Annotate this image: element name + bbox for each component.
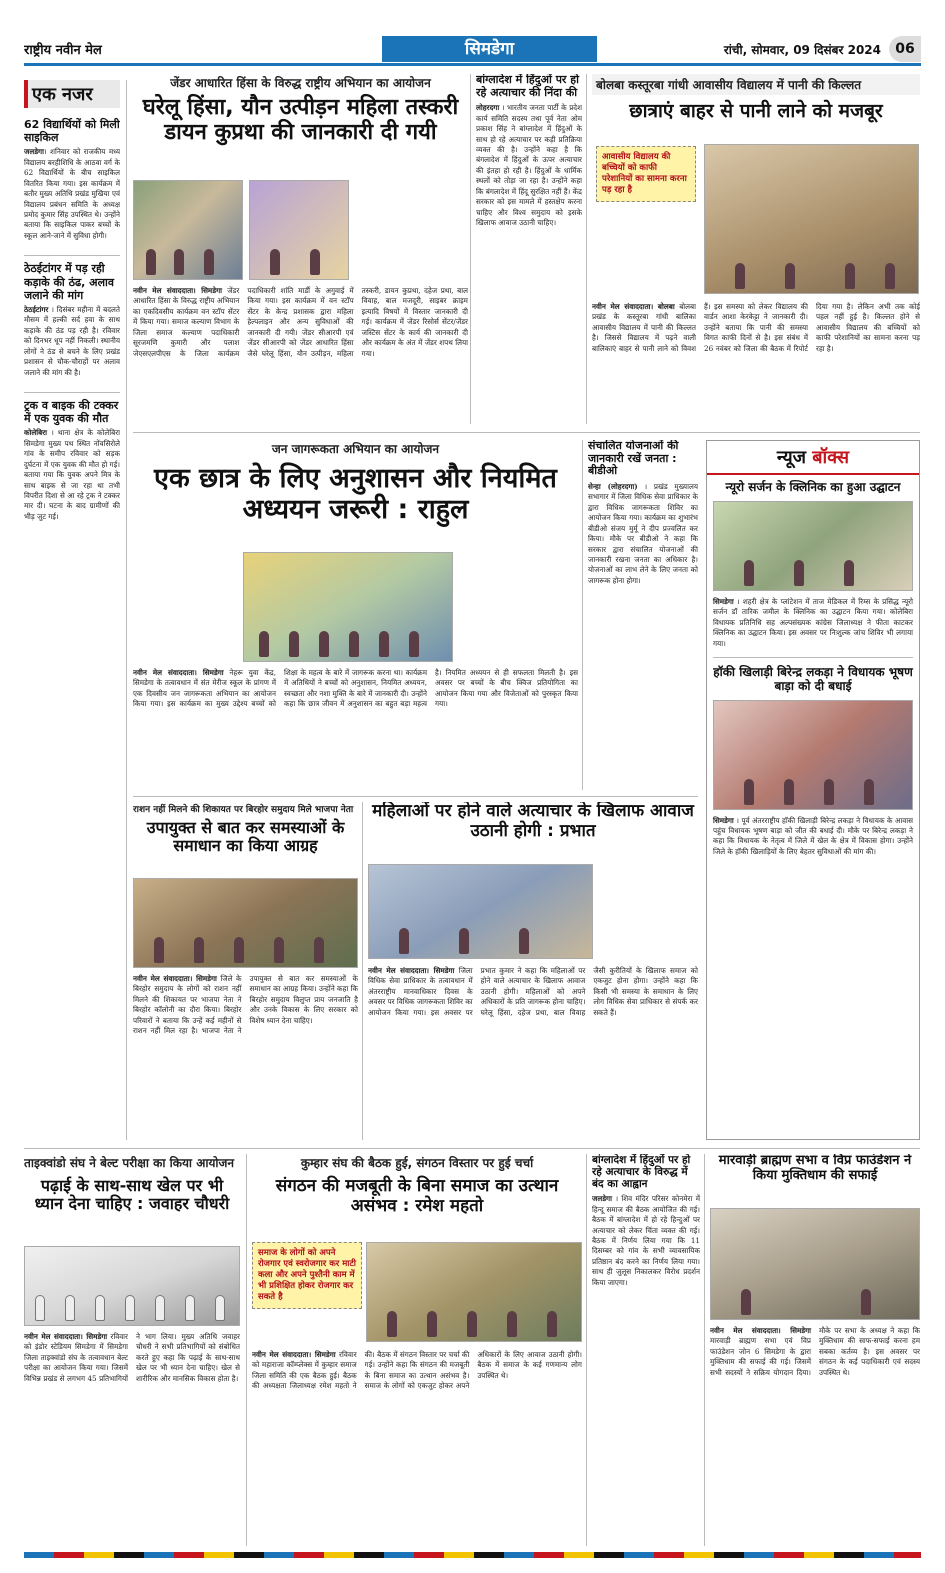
brief-headline: ठेठईटांगर में पड़ रही कड़ाके की ठंढ, अलाव जलाने की मांग <box>24 262 115 302</box>
column-divider <box>586 1154 587 1546</box>
news-box <box>706 440 920 1140</box>
brief-item <box>24 118 120 241</box>
article-kicker: राशन नहीं मिलने की शिकायत पर बिरहोर समुदाय मिले भाजपा नेता <box>133 805 354 815</box>
article-photo <box>24 1246 240 1326</box>
news-box-headline: न्यूरो सर्जन के क्लिनिक का हुआ उद्घाटन <box>725 480 901 494</box>
article-kicker: बोलबा कस्तूरबा गांधी आवासीय विद्यालय में पानी की किल्लत <box>592 74 920 95</box>
article-photo <box>710 1208 920 1320</box>
article-photo <box>249 180 349 280</box>
article-water-shortage <box>592 74 920 424</box>
article-taekwondo <box>24 1154 240 1546</box>
news-box-photo <box>713 501 913 591</box>
article-headline: महिलाओं पर होने वाले अत्याचार के खिलाफ आवाज उठानी होगी : प्रभात <box>372 802 694 841</box>
column-divider <box>126 80 127 1140</box>
article-bandh-call <box>592 1154 700 1546</box>
color-registration-strip <box>24 1552 921 1558</box>
article-photo <box>704 144 919 294</box>
article-dateline: सिमडेगा <box>713 596 734 606</box>
column-divider <box>582 440 583 790</box>
article-headline: घरेलू हिंसा, यौन उत्पीड़न महिला तस्करी डायन कुप्रथा की जानकारी दी गयी <box>142 95 459 146</box>
brief-dateline: जलडेगा <box>24 147 44 157</box>
article-gender-violence <box>133 74 468 424</box>
news-box-title <box>707 441 919 475</box>
article-photo <box>133 180 243 280</box>
section-tab: सिमडेगा <box>382 36 597 62</box>
news-box-photo <box>713 700 913 810</box>
article-dateline: नवीन मेल संवाददाता। सिमडेगा <box>24 1332 108 1341</box>
brief-headline: 62 विद्यार्थियों को मिली साइकिल <box>24 118 120 145</box>
brief-item <box>24 255 120 378</box>
article-headline: संचालित योजनाओं की जानकारी रखें जनता : बीडीओ <box>588 440 679 478</box>
column-divider <box>470 74 471 424</box>
article-headline: बांग्लादेश में हिंदुओं पर हो रहे अत्याचार के विरुद्ध में बंद का आह्वान <box>592 1154 691 1191</box>
section-divider <box>24 1148 920 1149</box>
sidebar-ek-nazar <box>24 80 120 1140</box>
article-kumhar-sangh <box>252 1154 582 1546</box>
article-dateline: नवीन मेल संवाददाता। बोलबा <box>592 302 675 311</box>
article-body: । शिव मंदिर परिसर कोनमेरा में हिन्दू समाज की बैठक आयोजित की गई। बैठक में बांग्लादेश में हो रहे हिन्दुओं पर अत्याचार को लेकर चिंता व्यक्त की गई। बैठक में निर्णय लिया गया कि 11 दिसम्बर को गांव के सभी व्यावसायिक प्रतिष्ठान बंद करने का निर्णय लिया गया। साथ ही जुलूस निकालकर विरोध प्रदर्शन किया जाएगा। <box>592 1194 700 1287</box>
page-number: 06 <box>889 36 921 62</box>
article-body: रविवार को महाराजा कॉम्प्लेक्स में कुम्हार समाज जिला समिति की एक बैठक हुई। बैठक की अध्यक्षता जिलाध्यक्ष रमेश महतो ने की। बैठक में संगठन विस्तार पर चर्चा की गई। उन्होंने कहा कि संगठन की मजबूती के बिना समाज का उत्थान असंभव है। समाज के लोगों को एकजुट होकर अपने अधिकारों के लिए आवाज उठानी होगी। बैठक में समाज के कई गणमान्य लोग उपस्थित थे। <box>252 1350 582 1391</box>
article-dateline: नवीन मेल संवाददाता। सिमडेगा <box>133 668 224 677</box>
article-headline: एक छात्र के लिए अनुशासन और नियमित अध्ययन जरूरी : राहुल <box>154 463 557 526</box>
article-dateline: लोहरदगा <box>476 103 500 113</box>
issue-date: रांची, सोमवार, 09 दिसंबर 2024 <box>723 43 881 57</box>
article-callout: समाज के लोगों को अपने रोजगार एवं स्वरोजगार कर माटी कला और अपने पुश्तैनी काम में भी प्रशिक्षित होकर रोजगार कर सकते है <box>252 1242 362 1309</box>
brief-item <box>24 392 120 522</box>
article-dateline: नवीन मेल संवाददाता। सिमडेगा <box>252 1350 336 1359</box>
article-discipline-rahul <box>133 440 578 790</box>
sidebar-title: एक नजर <box>24 80 120 108</box>
article-dateline: सिमडेगा <box>713 815 734 825</box>
section-divider <box>133 796 698 797</box>
page-header <box>24 36 921 66</box>
article-headline: मारवाड़ी ब्राह्मण सभा व विप्र फाउंडेशन ने किया मुक्तिधाम की सफाई <box>718 1154 912 1183</box>
article-dateline: नवीन मेल संवाददाता। सिमडेगा <box>133 974 217 983</box>
article-kicker: ताइक्वांडो संघ ने बेल्ट परीक्षा का किया आयोजन <box>24 1156 235 1170</box>
article-women-atrocity <box>368 802 698 1140</box>
masthead-name: राष्ट्रीय नवीन मेल <box>24 43 102 58</box>
article-body: नेहरू युवा केंद्र, सिमडेगा के तत्वावधान में संत मेरीज स्कूल के प्रांगण में एक दिवसीय जन जागरूकता अभियान का आयोजन किया गया। इस कार्यक्रम का मुख्य उद्देश्य बच्चों को शिक्षा के महत्व के बारे में जागरूक करना था। कार्यक्रम में अतिथियों ने बच्चों को अनुशासन, नियमित अध्ययन, स्वच्छता और नशा मुक्ति के बारे में जानकारी दी। उन्होंने कहा कि छात्र जीवन में अनुशासन का बहुत बड़ा महत्व है। नियमित अध्ययन से ही सफलता मिलती है। इस अवसर पर बच्चों के बीच क्विज प्रतियोगिता का आयोजन किया गया और विजेताओं को पुरस्कृत किया गया। <box>133 668 578 709</box>
article-body: जिले के बिरहोर समुदाय के लोगों को राशन नहीं मिलने की शिकायत पर भाजपा नेता ने बिरहोर कॉलोनी का दौरा किया। बिरहोर परिवारों ने बताया कि उन्हें कई महीनों से राशन नहीं मिल रहा है। भाजपा नेता ने उपायुक्त से बात कर समस्याओं के समाधान का आग्रह किया। उन्होंने कहा कि बिरहोर समुदाय विलुप्त प्राय जनजाति है और उनके विकास के लिए सरकार को विशेष ध्यान देना चाहिए। <box>133 974 358 1036</box>
article-dateline: नवीन मेल संवाददाता। सिमडेगा <box>133 286 222 295</box>
article-body: । पूर्व अंतरराष्ट्रीय हॉकी खिलाड़ी बिरेन्द्र लकड़ा ने विधायक के आवास पहुंच विधायक भूषण बाड़ा को जीत की बधाई दी। मौके पर बिरेन्द्र लकड़ा ने कहा कि विधायक के नेतृत्व में जिले में खेल के क्षेत्र में विकास होगा। उन्होंने जिले के हॉकी खिलाड़ियों के लिए बेहतर सुविधाओं की मांग की। <box>713 815 913 856</box>
brief-headline: ट्रक व बाइक की टक्कर में एक युवक की मौत <box>24 398 119 426</box>
article-headline: छात्राएं बाहर से पानी लाने को मजबूर <box>629 100 883 122</box>
news-box-title-a: न्यूज <box>776 447 806 468</box>
article-dateline: सेन्हा (लोहरदगा) <box>588 481 638 491</box>
brief-dateline: ठेठईटांगर <box>24 304 49 314</box>
article-muktidham-cleaning <box>710 1154 920 1546</box>
article-photo <box>368 864 593 959</box>
column-divider <box>246 1154 247 1546</box>
article-callout: आवासीय विद्यालय की बच्चियों को काफी परेशानियों का सामना करना पड़ रहा है <box>596 146 696 202</box>
article-dateline: जलडेगा <box>592 1194 612 1204</box>
article-headline: संगठन की मजबूती के बिना समाज का उत्थान असंभव : रमेश महतो <box>275 1176 559 1216</box>
article-body: मारवाड़ी ब्राह्मण सभा एवं विप्र फाउंडेशन जोन 6 सिमडेगा के द्वारा मुक्तिधाम की सफाई की गई। जिसमें सभी सदस्यों ने सक्रिय योगदान दिया। मौके पर सभा के अध्यक्ष ने कहा कि मुक्तिधाम की साफ-सफाई करना हम सबका कर्तव्य है। इस अवसर पर संगठन के कई पदाधिकारी एवं सदस्य उपस्थित थे। <box>710 1326 920 1377</box>
article-kicker: कुम्हार संघ की बैठक हुई, संगठन विस्तार पर हुई चर्चा <box>300 1156 534 1170</box>
brief-text: । थाना क्षेत्र के कोलेबिरा सिमडेगा मुख्य पथ स्थित नोंवसिरोले गांव के समीप रविवार को सड़क दुर्घटना में एक युवक की मौत हो गई। बताया गया कि युवक अपने मित्र के साथ बाइक से जा रहा था तभी विपरीत दिशा से आ रहे ट्रक ने टक्कर मार दी। घटना के बाद ग्रामीणों की भीड़ जुट गई। <box>24 428 120 521</box>
article-birhor-ration <box>133 802 358 1140</box>
column-divider <box>586 74 587 424</box>
article-photo <box>243 552 453 662</box>
article-bangladesh-condemn <box>476 74 582 424</box>
article-body: जेंडर आधारित हिंसा के विरुद्ध राष्ट्रीय अभियान का एकदिवसीय कार्यक्रम वन स्टॉप सेंटर में किया गया। समाज कल्याण विभाग के जिला समाज कल्याण पदाधिकारी सूरजमणि कुमारी और पलाश जेएसएलपीएस के जिला कार्यक्रम पदाधिकारी शांति मार्डी के अगुवाई में किया गया। इस कार्यक्रम में वन स्टॉप सेंटर के केन्द्र प्रशासक द्वारा महिला हेल्पलाइन और अन्य सुविधाओं की जानकारी दी गयी। जेंडर सीआरपी एवं जेंडर सीआरपी को जेंडर आधारित हिंसा जैसे घरेलू हिंसा, यौन उत्पीड़न, महिला तस्करी, डायन कुप्रथा, दहेज प्रथा, बाल विवाह, बाल मजदूरी, साइबर क्राइम इत्यादि विषयों में विस्तार जानकारी दी गई। कार्यक्रम में जेंडर रिसोर्स सेंटर/जेंडर जस्टिस सेंटर के कार्य की जानकारी दी और कार्यक्रम के अंत में जेंडर शपथ लिया गया। <box>133 286 468 358</box>
section-divider <box>133 432 920 433</box>
article-kicker: जन जागरूकता अभियान का आयोजन <box>271 442 440 456</box>
article-body: । प्रखंड मुख्यालय सभागार में जिला विधिक सेवा प्राधिकार के द्वारा विधिक जागरूकता शिविर का आयोजन किया गया। कार्यक्रम का शुभारंभ बीडीओ संजय मुर्मू ने दीप प्रज्वलित कर किया। मौके पर बीडीओ ने कहा कि सरकार द्वारा संचालित योजनाओं की जानकारी रखना जनता का अधिकार है। योजनाओं का लाभ लेने के लिए जनता को जागरूक होना होगा। <box>588 481 698 585</box>
article-body: जिला विधिक सेवा प्राधिकार के तत्वावधान में अंतरराष्ट्रीय मानवाधिकार दिवस के अवसर पर विधिक जागरूकता शिविर का आयोजन किया गया। इस अवसर पर प्रभात कुमार ने कहा कि महिलाओं पर होने वाले अत्याचार के खिलाफ आवाज उठानी होगी। महिलाओं को अपने अधिकारों के प्रति जागरूक होना चाहिए। घरेलू हिंसा, दहेज प्रथा, बाल विवाह जैसी कुरीतियों के खिलाफ समाज को एकजुट होना होगा। उन्होंने कहा कि किसी भी समस्या के समाधान के लिए लोग विधिक सेवा प्राधिकार से संपर्क कर सकते हैं। <box>368 966 698 1017</box>
article-body: बोलबा प्रखंड के कस्तूरबा गांधी बालिका आवासीय विद्यालय में पानी की किल्लत है। जिससे विद्यालय में पढ़ने वाली बालिकाएं बाहर से पानी लाने को विवश हैं। इस समस्या को लेकर विद्यालय की वार्डन आशा केरकेट्टा ने जानकारी दी। उन्होंने बताया कि पानी की समस्या विगत काफी दिनों से है। इस संबंध में 26 नवंबर को जिला की बैठक में रिपोर्ट दिया गया है। लेकिन अभी तक कोई पहल नहीं हुई है। किल्लत होने से आवासीय विद्यालय की बच्चियों को काफी परेशानियों का सामना करना पड़ रहा है। <box>592 302 920 353</box>
article-kicker: जेंडर आधारित हिंसा के विरुद्ध राष्ट्रीय अभियान का आयोजन <box>170 76 431 90</box>
article-photo <box>133 878 358 968</box>
article-dateline: नवीन मेल संवाददाता। सिमडेगा <box>710 1326 811 1335</box>
news-box-title-b: बॉक्स <box>812 447 850 468</box>
brief-text: । शनिवार को राजकीय मध्य विद्यालय बरहीशिधि के आठवा वर्ग के 62 विद्यार्थियों के बीच साइकिल वितरित किया गया। इस कार्यक्रम में बतौर मुख्य अतिथि प्रखंड मुखिया एवं विद्यालय प्रबंधन समिति के अध्यक्ष प्रमोद कुमार सिंह उपस्थित थे। उन्होंने बताया कि साइकिल पाकर बच्चों के स्कूल आने-जाने में सुविधा होगी। <box>24 147 120 240</box>
article-headline: पढ़ाई के साथ-साथ खेल पर भी ध्यान देना चाहिए : जवाहर चौधरी <box>34 1176 230 1214</box>
brief-dateline: कोलेबिरा <box>24 428 48 438</box>
article-headline: बांग्लादेश में हिंदुओं पर हो रहे अत्याचार की निंदा की <box>476 74 579 99</box>
column-divider <box>362 802 363 1140</box>
article-body: । भारतीय जनता पार्टी के प्रदेश कार्य समिति सदस्य तथा पूर्व नेता ओम प्रकाश सिंह ने बांग्लादेश में हिंदुओं के साथ हो रहे अत्याचार पर कड़ी प्रतिक्रिया व्यक्त की है। उन्होंने कहा है कि बंगलादेश में हिंदुओं के ऊपर अत्याचार की इंतहा हो रही है। हिंदुओं के धार्मिक स्थलों को तोड़ा जा रहा है। उन्होंने कहा कि बंगलादेश में हिंदू सुरक्षित नहीं हैं। केंद्र सरकार को इस मामले में हस्तक्षेप करना चाहिए और विश्व समुदाय को इसके खिलाफ आवाज उठानी चाहिए। <box>476 103 582 228</box>
article-headline: उपायुक्त से बात कर समस्याओं के समाधान का किया आग्रह <box>146 818 345 856</box>
article-bdo-schemes <box>588 440 698 790</box>
article-dateline: नवीन मेल संवाददाता। सिमडेगा <box>368 966 455 975</box>
brief-text: । दिसंबर महीना में बदलते मौसम में हल्की सर्द हवा के साथ कड़ाके की ठंड पड़ रही है। रविवार को दिनभर धूप नहीं निकली। स्थानीय लोगों ने ठंड से बचने के लिए प्रखंड प्रशासन से चौक-चौराहों पर अलाव जलाने की मांग की है। <box>24 304 120 377</box>
news-box-headline: हॉकी खिलाड़ी बिरेन्द्र लकड़ा ने विधायक भूषण बाड़ा को दी बधाई <box>713 664 913 693</box>
article-body: । शहरी क्षेत्र के प्लांटेशन में ताज मेडिकल में रिम्स के प्रसिद्ध न्यूरो सर्जन डॉ तारिक जमील के क्लिनिक का उद्घाटन किया गया। कोलेबिरा विधायक प्रतिनिधि सह अल्पसंख्यक कांग्रेस जिलाध्यक्ष ने फीता काटकर क्लिनिक का उद्घाटन किया। इस अवसर पर निःशुल्क जांच शिविर भी लगाया गया। <box>713 596 913 648</box>
column-divider <box>704 1154 705 1546</box>
article-photo <box>366 1242 582 1342</box>
article-body: रविवार को इंडोर स्टेडियम सिमडेगा में सिमडेगा जिला ताइक्वांडो संघ के तत्वावधान बेल्ट परीक्षा का आयोजन किया गया। जिसमें विभिन्न प्रखंड से लगभग 45 प्रतिभागियों ने भाग लिया। मुख्य अतिथि जवाहर चौधरी ने सभी प्रतिभागियों को संबोधित करते हुए कहा कि पढ़ाई के साथ-साथ खेल पर भी ध्यान देना चाहिए। खेल से शारीरिक और मानसिक विकास होता है। <box>24 1332 240 1383</box>
